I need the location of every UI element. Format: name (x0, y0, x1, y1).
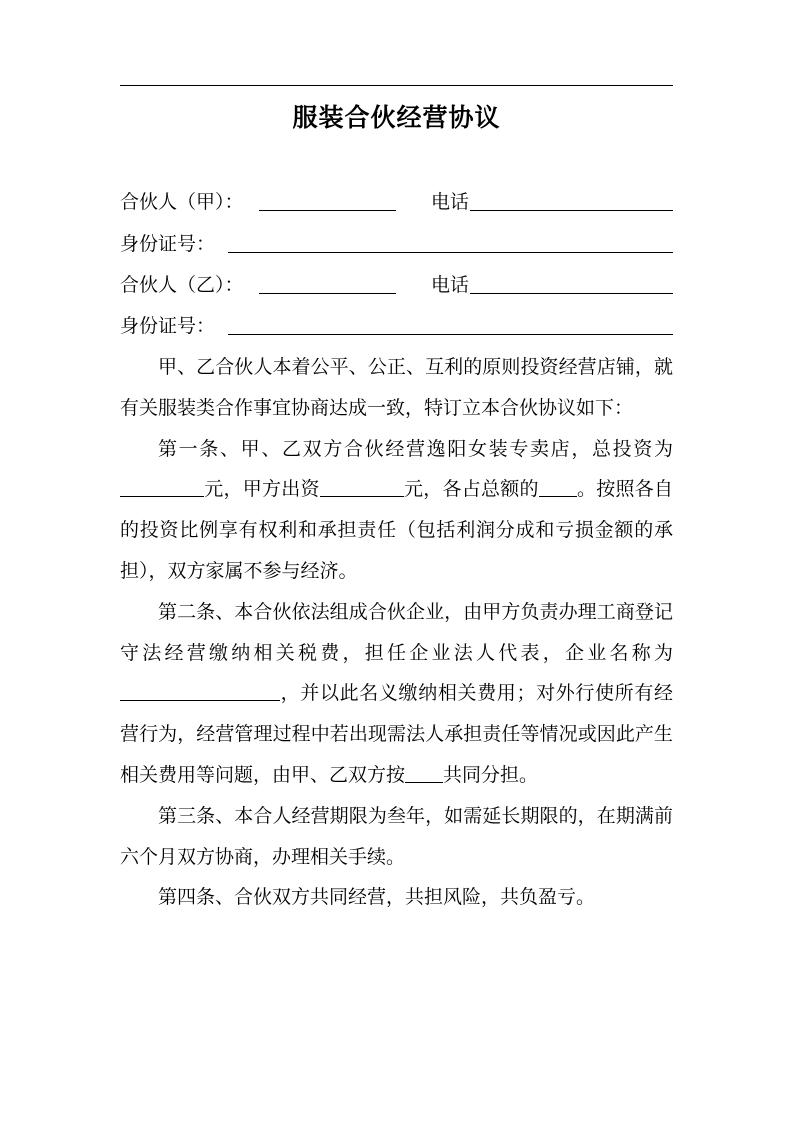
article-2-text-1: 第二条、本合伙依法组成合伙企业，由甲方负责办理工商登记守法经营缴纳相关税费，担任企业法人代表，企业名称为 (120, 600, 673, 664)
article-1-text-1: 第一条、甲、乙双方合伙经营逸阳女装专卖店，总投资为 (158, 437, 673, 460)
article-1-text-4: 。按照各自的投资比例享有权利和承担责任（包括利润分成和亏损金额的承担），双方家属不参与经济。 (120, 478, 673, 582)
id-a-row (120, 229, 673, 259)
phone-a-blank[interactable] (470, 210, 673, 211)
article-3: 第三条、本合人经营期限为叁年，如需延长期限的，在期满前六个月双方协商，办理相关手续。 (120, 804, 673, 868)
phone-b-label: 电话 (431, 274, 470, 296)
intro-paragraph: 甲、乙合伙人本着公平、公正、互利的原则投资经营店铺，就有关服装类合作事宜协商达成一致，特订立本合伙协议如下： (120, 356, 673, 419)
phone-b-blank[interactable] (470, 293, 673, 294)
partner-b-row (120, 270, 673, 300)
partner-a-blank[interactable] (259, 210, 396, 211)
partner-b-blank[interactable] (259, 293, 396, 294)
company-name-blank[interactable] (120, 681, 280, 701)
total-investment-blank[interactable] (120, 477, 204, 497)
party-a-investment-blank[interactable] (320, 477, 404, 497)
id-b-label: 身份证号： (120, 315, 216, 337)
partner-a-row (120, 187, 673, 217)
partner-a-label: 合伙人（甲）： (120, 191, 244, 213)
article-4: 第四条、合伙双方共同经营，共担风险，共负盈亏。 (158, 886, 596, 909)
article-1 (120, 429, 673, 592)
id-a-blank[interactable] (228, 252, 673, 253)
header-rule (120, 85, 673, 86)
article-2-text-2: ，并以此名义缴纳相关费用；对外行使所有经营行为，经营管理过程中若出现需法人承担责任等情况或因此产生相关费用等问题，由甲、乙双方按 (120, 682, 673, 786)
article-1-text-2: 元，甲方出资 (204, 478, 320, 501)
id-b-row (120, 311, 673, 341)
phone-a-label: 电话 (431, 191, 470, 213)
article-2 (120, 592, 673, 796)
article-1-text-3: 元，各占总额的 (403, 478, 539, 501)
article-2-text-3: 共同分担。 (443, 763, 539, 786)
document-title: 服装合伙经营协议 (292, 103, 501, 132)
agreement-body (120, 347, 673, 918)
share-ratio-blank[interactable] (539, 477, 577, 497)
cost-ratio-blank[interactable] (405, 763, 443, 783)
partner-b-label: 合伙人（乙）： (120, 274, 244, 296)
id-b-blank[interactable] (228, 334, 673, 335)
document-page (120, 0, 673, 1122)
id-a-label: 身份证号： (120, 233, 216, 255)
